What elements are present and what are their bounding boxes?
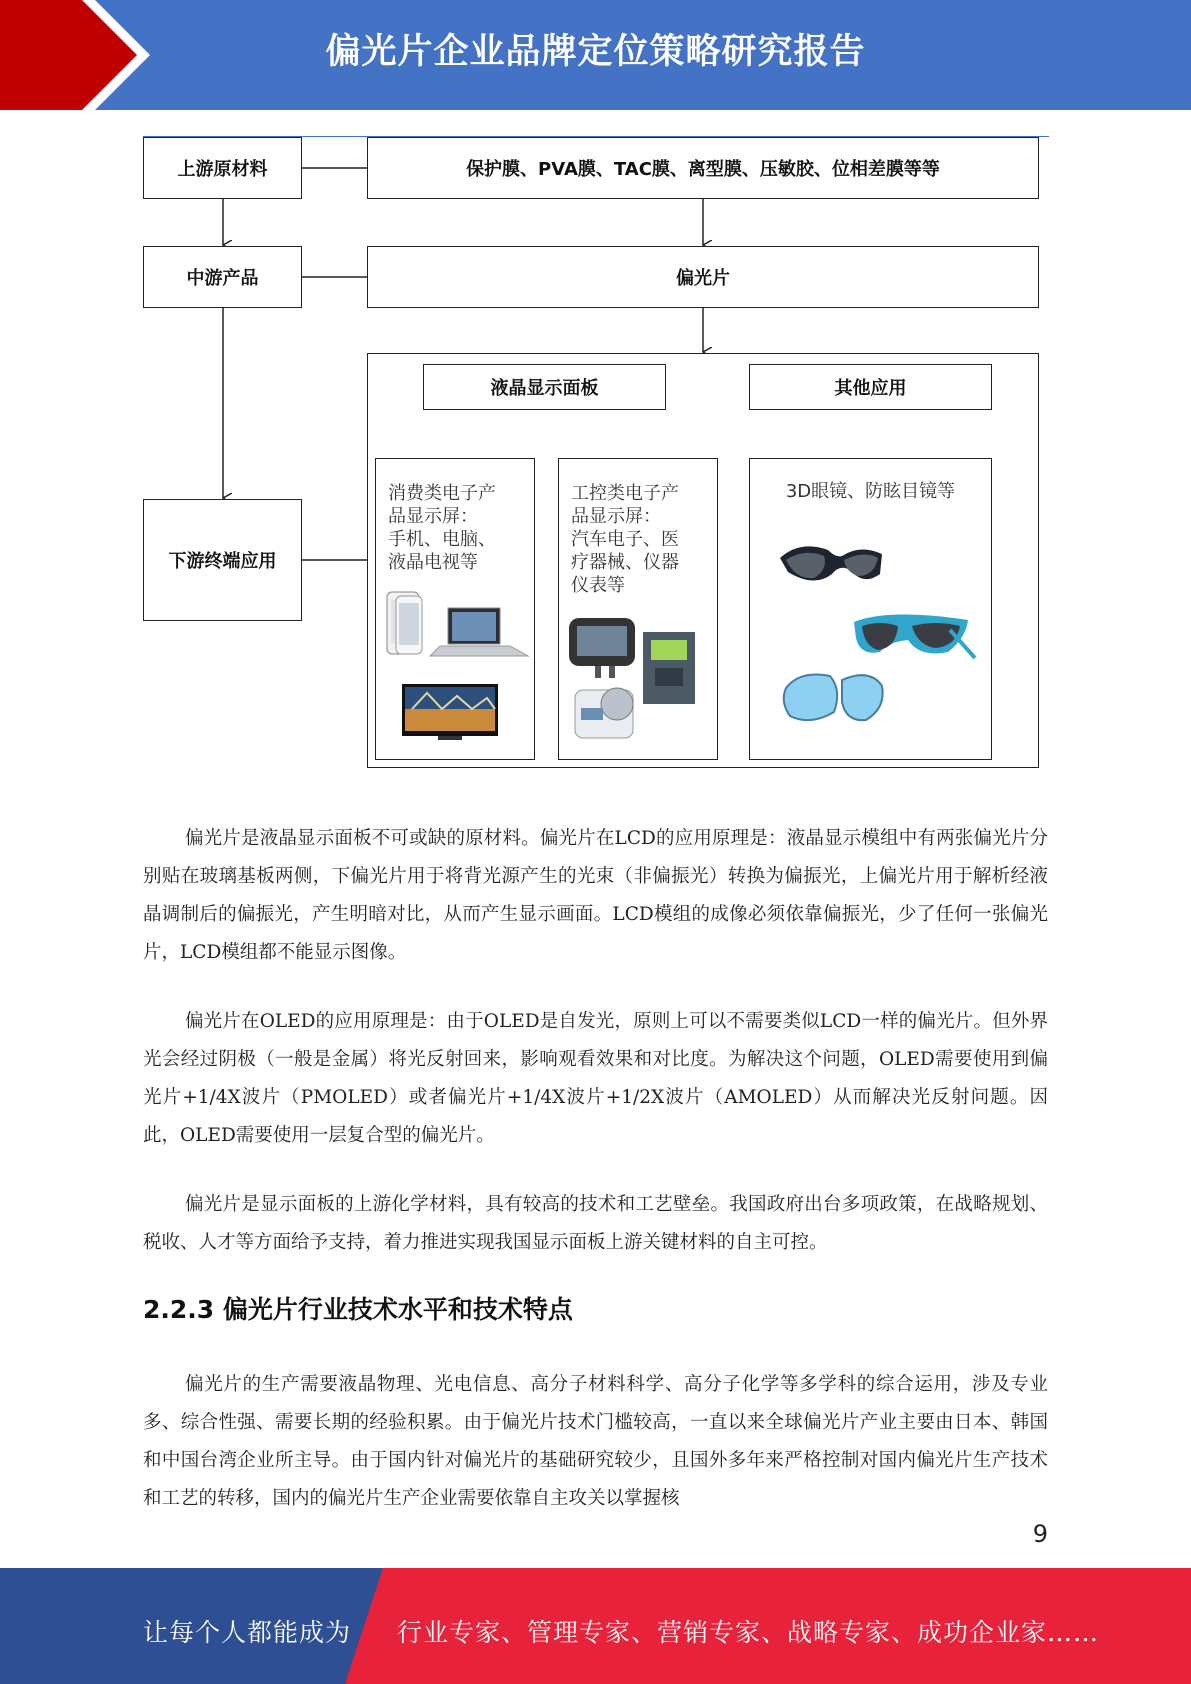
footer-slogan-left: 让每个人都能成为 bbox=[143, 1618, 352, 1647]
midstream-product-box: 偏光片 bbox=[367, 246, 1039, 308]
upstream-materials-box: 保护膜、PVA膜、TAC膜、离型膜、压敏胶、位相差膜等等 bbox=[367, 137, 1039, 199]
car-monitor-icon bbox=[569, 618, 635, 678]
lcd-panel-box: 液晶显示面板 bbox=[423, 364, 666, 410]
midstream-label-box: 中游产品 bbox=[143, 246, 302, 308]
sunglasses-icon bbox=[854, 614, 975, 658]
downstream-label-box: 下游终端应用 bbox=[143, 499, 302, 621]
consumer-electronics-text: 消费类电子产 品显示屏： 手机、电脑、 液晶电视等 bbox=[388, 483, 496, 573]
other-apps-text: 3D眼镜、防眩目镜等 bbox=[785, 481, 956, 502]
consumer-devices-image bbox=[382, 588, 532, 748]
laptop-icon bbox=[430, 608, 528, 656]
phone-icon bbox=[387, 592, 422, 654]
medical-device-icon bbox=[575, 688, 633, 738]
report-title: 偏光片企业品牌定位策略研究报告 bbox=[325, 32, 866, 72]
section-heading: 2.2.3 偏光片行业技术水平和技术特点 bbox=[143, 1295, 573, 1324]
tv-icon bbox=[402, 684, 498, 740]
industrial-electronics-text: 工控类电子产 品显示屏： 汽车电子、医 疗器械、仪器 仪表等 bbox=[571, 483, 679, 596]
glasses-image bbox=[770, 530, 980, 740]
industrial-devices-image bbox=[565, 612, 715, 752]
paragraph-oled-principle: 偏光片在OLED的应用原理是：由于OLED是自发光，原则上可以不需要类似LCD一样的偏光片。但外界光会经过阴极（一般是金属）将光反射回来，影响观看效果和对比度。为解决这个问题，OLED需要使用到偏光片+1/4X波片（PMOLED）或者偏光片+1/4X波片+1/2X波片（AMOLED）从而解决光反射问题。因此，OLED需要使用一层复合型的偏光片。 bbox=[143, 1011, 1048, 1146]
meter-icon bbox=[643, 632, 695, 704]
other-apps-box: 其他应用 bbox=[749, 364, 992, 410]
footer-slogan-right: 行业专家、管理专家、营销专家、战略专家、成功企业家…… bbox=[397, 1618, 1100, 1647]
anti-glare-lens-icon bbox=[784, 675, 883, 721]
paragraph-tech-features: 偏光片的生产需要液晶物理、光电信息、高分子材料科学、高分子化学等多学科的综合运用，涉及专业多、综合性强、需要长期的经验积累。由于偏光片技术门槛较高，一直以来全球偏光片产业主要由日本、韩国和中国台湾企业所主导。由于国内针对偏光片的基础研究较少，且国外多年来严格控制对国内偏光片生产技术和工艺的转移，国内的偏光片生产企业需要依靠自主攻关以掌握核 bbox=[143, 1374, 1048, 1509]
upstream-label-box: 上游原材料 bbox=[143, 137, 302, 199]
paragraph-upstream-material: 偏光片是显示面板的上游化学材料，具有较高的技术和工艺壁垒。我国政府出台多项政策，在战略规划、税收、人才等方面给予支持，着力推进实现我国显示面板上游关键材料的自主可控。 bbox=[143, 1194, 1048, 1253]
paragraph-lcd-principle: 偏光片是液晶显示面板不可或缺的原材料。偏光片在LCD的应用原理是：液晶显示模组中有两张偏光片分别贴在玻璃基板两侧，下偏光片用于将背光源产生的光束（非偏振光）转换为偏振光，上偏光片用于解析经液晶调制后的偏振光，产生明暗对比，从而产生显示画面。LCD模组的成像必须依靠偏振光，少了任何一张偏光片，LCD模组都不能显示图像。 bbox=[143, 828, 1048, 963]
3d-glasses-icon bbox=[780, 546, 882, 580]
page-number: 9 bbox=[1032, 1520, 1048, 1548]
